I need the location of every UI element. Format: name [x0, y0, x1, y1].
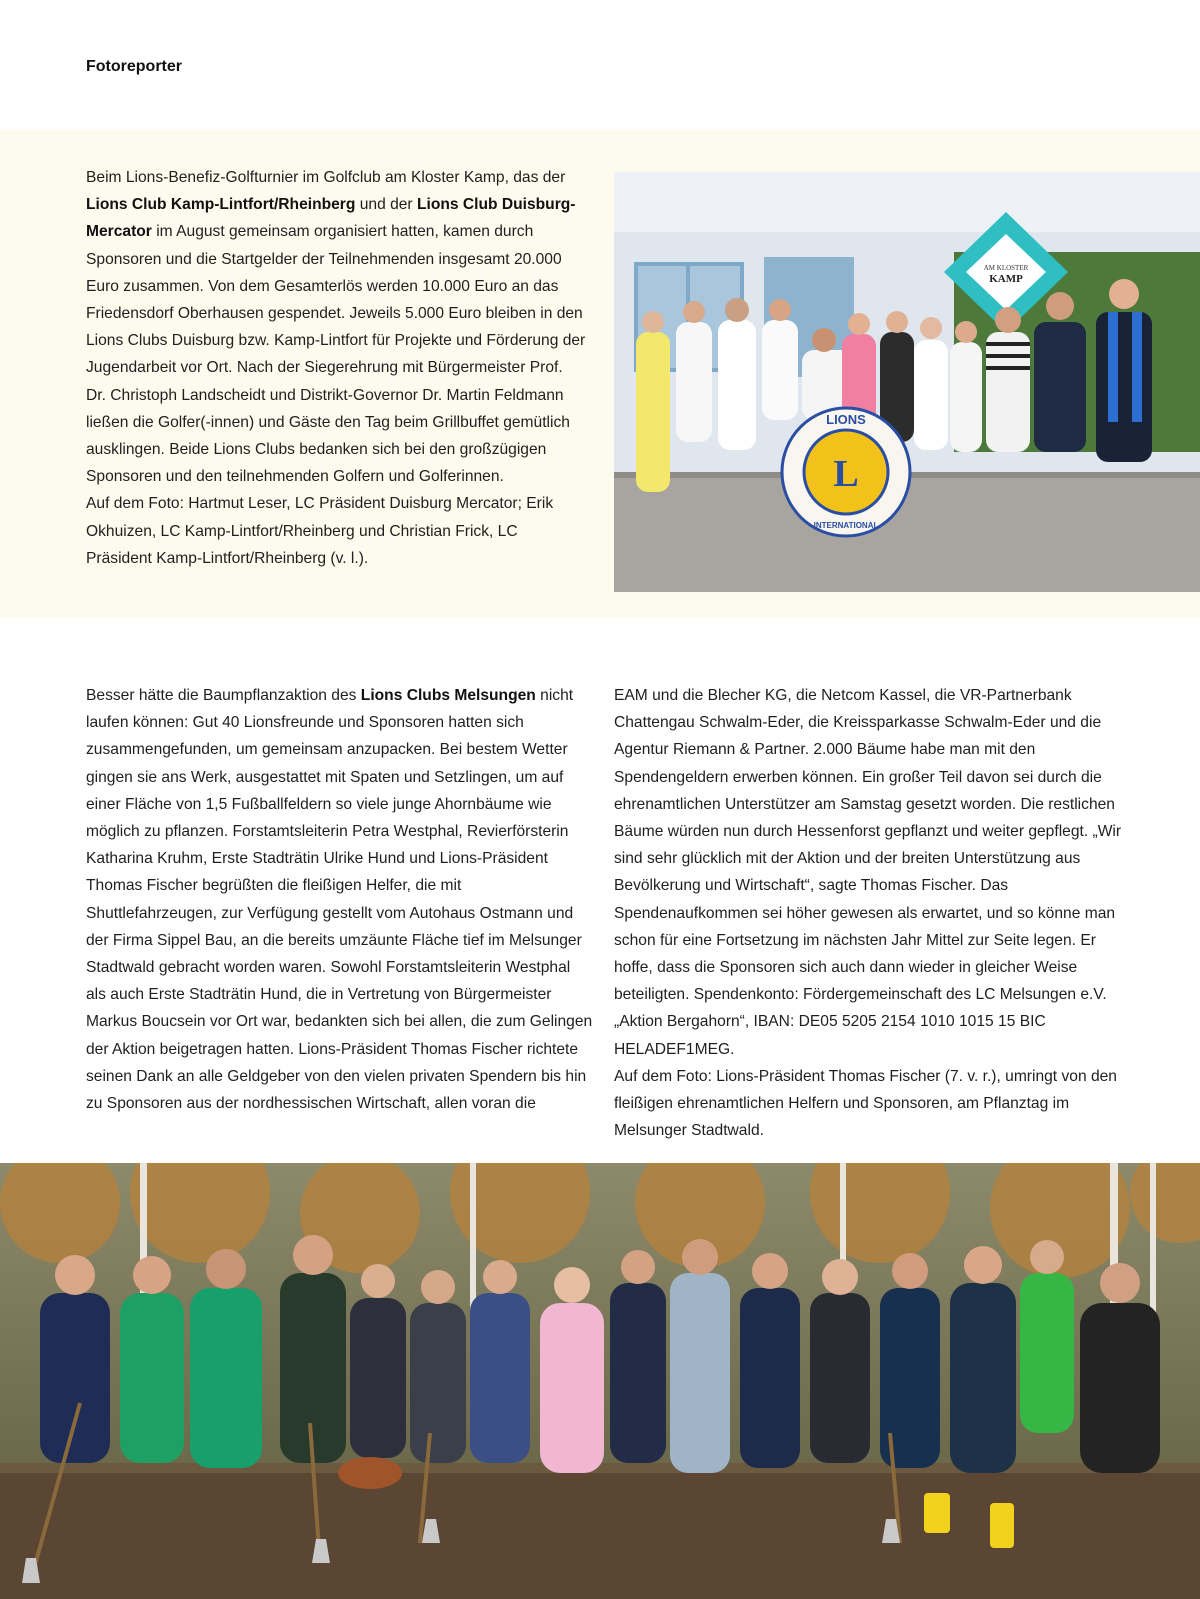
text-run: im August gemeinsam organisiert hatten, kamen durch Sponsoren und die Startgelder der Teilnehmenden insgesamt 20.000 Euro zusammen. Von dem Gesamterlös werden 10.000 Euro an das Friedensdorf Oberhausen gespendet. Jeweils 5.000 Euro bleiben in den Lions Clubs Duisburg bzw. Kamp-Lintfort für Projekte und Förderung der Jugendarbeit vor Ort. Nach der Siegerehrung mit Bürgermeister Prof. Dr. Christoph Landscheidt und Distrikt-Governor Dr. Martin Feldmann ließen die Golfer(-innen) und Gäste den Tag beim Grillbuffet gemütlich ausklingen. Beide Lions Clubs bedanken sich bei den großzügigen Sponsoren und den teilnehmenden Golfern und Golferinnen.	[86, 223, 586, 486]
article-melsungen-paragraph-1	[86, 682, 594, 1117]
sign-line-2: KAMP	[989, 273, 1023, 285]
text-run: Beim Lions-Benefiz-Golfturnier im Golfclub am Kloster Kamp, das der	[86, 169, 566, 186]
golf-group-photo	[614, 172, 1200, 592]
emblem-bottom: INTERNATIONAL	[813, 521, 879, 530]
club-name-duisburg-mercator: Lions Club Duisburg-Mercator	[86, 196, 576, 241]
club-name-melsungen: Lions Clubs Melsungen	[360, 687, 536, 704]
article-golf-caption: Auf dem Foto: Hartmut Leser, LC Präsident Duisburg Mercator; Erik Okhuizen, LC Kamp-Lintfort/Rheinberg und Christian Frick, LC Präsident Kamp-Lintfort/Rheinberg (v. l.).	[86, 495, 554, 567]
club-name-kamp-lintfort: Lions Club Kamp-Lintfort/Rheinberg	[86, 196, 356, 214]
section-label: Fotoreporter	[86, 58, 182, 75]
article-melsungen-column-1	[86, 682, 594, 1117]
text-run: nicht laufen können: Gut 40 Lionsfreunde und Sponsoren hatten sich zusammengefunden, um gemeinsam anzupacken. Bei bestem Wetter gingen sie ans Werk, ausgestattet mit Spaten und Setzlingen, um auf einer Fläche von 1,5 Fußballfeldern so viele junge Ahornbäume wie möglich zu pflanzen. Forstamtsleiterin Petra Westphal, Revierförsterin Katharina Kruhm, Erste Stadträtin Ulrike Hund und Lions-Präsident Thomas Fischer begrüßten die fleißigen Helfer, die mit Shuttlefahrzeugen, zur Verfügung gestellt vom Autohaus Ostmann und der Firma Sippel Bau, an die bereits umzäunte Fläche tief im Melsunger Stadtwald gebracht worden waren. Sowohl Forstamtsleiterin Westphal als auch Erste Stadträtin Hund, die in Vertretung von Bürgermeister Markus Boucsein vor Ort war, bedankten sich bei allen, die zum Gelingen der Aktion beigetragen hatten. Lions-Präsident Thomas Fischer richtete seinen Dank an alle Geldgeber von den vielen privaten Spendern bis hin zu Sponsoren aus der nordhessischen Wirtschaft, allen voran die	[86, 687, 593, 1113]
emblem-letter: L	[833, 453, 859, 495]
forest-photo-illustration	[0, 1163, 1200, 1599]
text-run: Besser hätte die Baumpflanzaktion des	[86, 687, 361, 704]
article-melsungen-paragraph-2: EAM und die Blecher KG, die Netcom Kassel, die VR-Partnerbank Chattengau Schwalm-Eder, die Kreissparkasse Schwalm-Eder und die Agentur Riemann & Partner. 2.000 Bäume habe man mit den Spendengeldern erwerben können. Ein großer Teil davon sei durch die ehrenamtlichen Unterstützer am Samstag gesetzt worden. Die restlichen Bäume würden nun durch Hessenforst gepflanzt und weiter gepflegt. „Wir sind sehr glücklich mit der Aktion und der breiten Unterstützung aus Bevölkerung und Wirtschaft“, sagte Thomas Fischer. Das Spendenaufkommen sei höher gewesen als erwartet, und so könne man schon für eine Fortsetzung im nächsten Jahr Mittel zur Seite legen. Er hoffe, dass die Sponsoren sich auch dann wieder in gleicher Weise beteiligten. Spendenkonto: Fördergemeinschaft des LC Melsungen e.V. „Aktion Bergahorn“, IBAN: DE05 5205 2154 1010 1015 15 BIC HELADEF1MEG.	[614, 687, 1122, 1058]
text-run: und der	[355, 196, 417, 214]
golf-photo-illustration	[614, 172, 1200, 592]
article-golf-paragraph	[86, 164, 586, 490]
article-melsungen-caption: Auf dem Foto: Lions-Präsident Thomas Fischer (7. v. r.), umringt von den fleißigen ehrenamtlichen Helfern und Sponsoren, am Pflanztag im Melsunger Stadtwald.	[614, 1067, 1117, 1140]
article-melsungen-column-2	[614, 682, 1124, 1144]
emblem-top: LIONS	[826, 412, 866, 427]
sign-line-1: AM KLOSTER	[983, 264, 1029, 272]
article-golf-text	[86, 164, 586, 572]
tree-planting-group-photo	[0, 1163, 1200, 1599]
